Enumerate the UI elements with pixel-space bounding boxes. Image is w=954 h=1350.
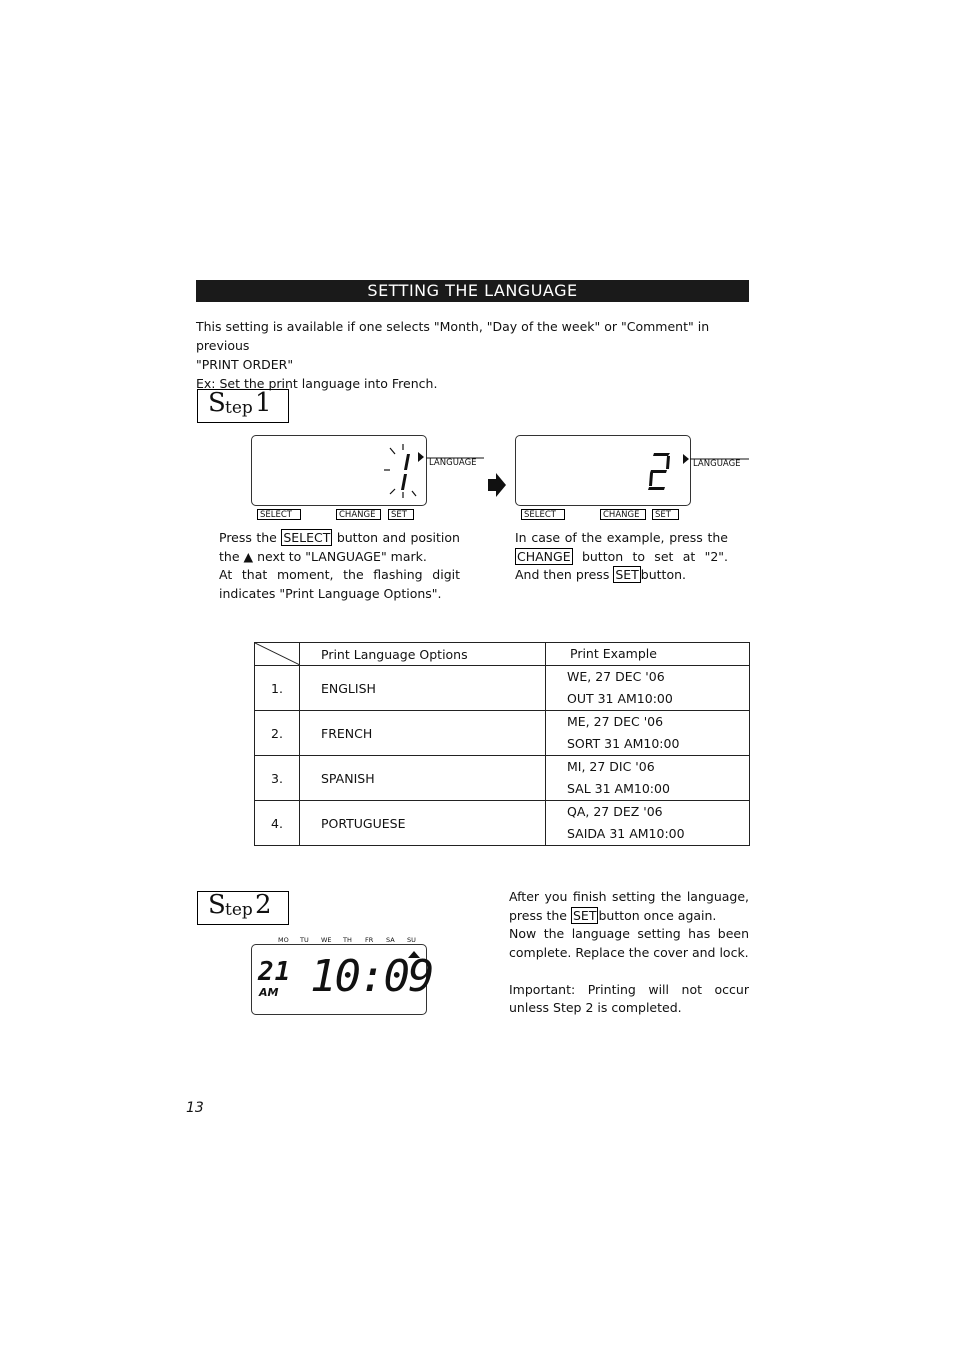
display-day: 21 [258, 957, 292, 987]
language-label: LANGUAGE [693, 459, 741, 469]
column-header: Print Example [546, 643, 750, 666]
display-ampm: AM [259, 986, 279, 999]
intro-line: This setting is available if one selects "Month, "Day of the week" or "Comment" in previous [196, 319, 710, 353]
text: Now the language setting has been complete. Replace the cover and lock. [509, 926, 749, 960]
change-button[interactable]: CHANGE [336, 509, 381, 520]
row-number: 1. [255, 666, 300, 711]
example-line: MI, 27 DIC '06 [567, 759, 655, 774]
table-row [255, 756, 750, 801]
row-number: 2. [255, 711, 300, 756]
diagonal-line [255, 643, 300, 665]
print-example [546, 711, 750, 756]
up-triangle-icon: ▲ [243, 548, 254, 564]
step1-instructions-left [219, 529, 460, 603]
text: button to set at "2". And [515, 548, 728, 582]
intro-text [196, 317, 756, 393]
text: then press [543, 567, 610, 582]
text: button and position [336, 530, 460, 545]
text: button once again. [598, 907, 717, 923]
row-number: 3. [255, 756, 300, 801]
day-label: TU [300, 936, 309, 944]
example-line: QA, 27 DEZ '06 [567, 804, 663, 819]
column-header: Print Language Options [300, 643, 546, 666]
language-name: FRENCH [300, 711, 546, 756]
day-label: SA [386, 936, 395, 944]
example-line: ME, 27 DEC '06 [567, 714, 664, 729]
step-word: tep [225, 398, 253, 418]
step2-instructions [509, 888, 749, 1018]
step-number: 1 [255, 388, 272, 418]
example-line: OUT 31 AM10:00 [567, 691, 673, 706]
set-button-ref: SET [573, 907, 597, 923]
language-name: PORTUGUESE [300, 801, 546, 846]
print-example [546, 801, 750, 846]
print-example [546, 666, 750, 711]
day-label: MO [278, 936, 289, 944]
step-initial: S [208, 388, 226, 418]
day-label: SU [407, 936, 416, 944]
example-line: WE, 27 DEC '06 [567, 669, 665, 684]
text: next to "LANGUAGE" mark. [257, 548, 427, 564]
table-row [255, 801, 750, 846]
digit-two-icon [516, 436, 690, 505]
select-button[interactable]: SELECT [521, 509, 565, 520]
table-row [255, 711, 750, 756]
select-button[interactable]: SELECT [257, 509, 301, 520]
intro-line: "PRINT ORDER" [196, 357, 294, 372]
example-line: SORT 31 AM10:00 [567, 736, 680, 751]
text: button. [640, 567, 686, 582]
table-header-row [255, 643, 750, 666]
language-label: LANGUAGE [429, 458, 477, 468]
change-button[interactable]: CHANGE [600, 509, 646, 520]
set-button[interactable]: SET [388, 509, 414, 520]
example-line: SAIDA 31 AM10:00 [567, 826, 685, 841]
lcd-display-flashing [251, 435, 427, 506]
change-button-ref: CHANGE [517, 548, 571, 564]
display-time: 10:09 [310, 951, 433, 1002]
text: the [219, 548, 240, 564]
section-title: SETTING THE LANGUAGE [196, 280, 749, 302]
step1-instructions-right [515, 529, 728, 585]
day-label: TH [343, 936, 352, 944]
step1-heading [197, 389, 289, 423]
language-name: ENGLISH [300, 666, 546, 711]
step2-heading [197, 891, 289, 925]
table-corner-cell [255, 643, 300, 666]
select-button-ref: SELECT [283, 530, 331, 545]
language-options-table [254, 642, 750, 846]
text: At that moment, the flashing digit indicates "Print Language Options". [219, 567, 460, 601]
day-label: FR [365, 936, 374, 944]
step-word: tep [225, 900, 253, 920]
table-row [255, 666, 750, 711]
example-line: SAL 31 AM10:00 [567, 781, 670, 796]
right-arrow-icon [486, 472, 508, 498]
lcd-display-set [515, 435, 691, 506]
lcd-display-clock [251, 944, 433, 1015]
intro-line: Ex: Set the print language into French. [196, 376, 438, 391]
flashing-digit-icon [252, 436, 426, 505]
step-number: 2 [255, 890, 272, 920]
text: Important: Printing will not occur unless Step 2 is completed. [509, 981, 749, 1015]
print-example [546, 756, 750, 801]
set-button-ref: SET [615, 567, 639, 582]
step-initial: S [208, 890, 226, 920]
page-number: 13 [186, 1100, 204, 1116]
set-button[interactable]: SET [652, 509, 679, 520]
row-number: 4. [255, 801, 300, 846]
text: After you finish setting the language, press the [509, 889, 749, 923]
text: Press the [219, 530, 277, 545]
day-label: WE [321, 936, 332, 944]
text: In case of the example, press the [515, 530, 728, 545]
language-name: SPANISH [300, 756, 546, 801]
